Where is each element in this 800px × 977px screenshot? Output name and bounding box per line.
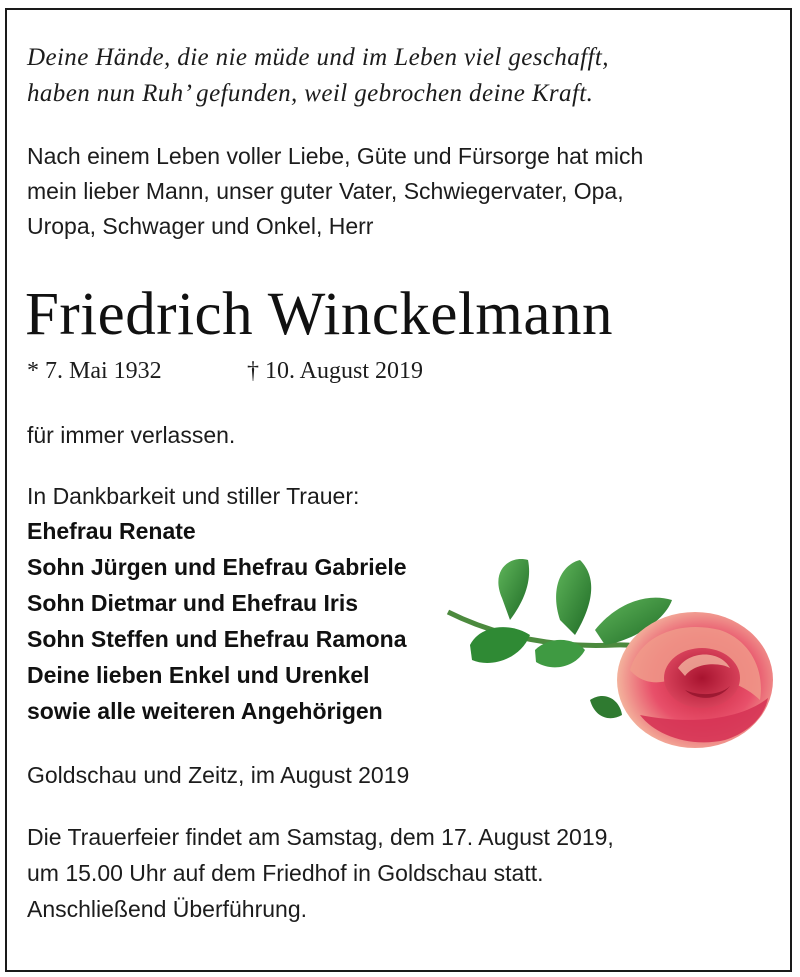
poem-line-2: haben nun Ruh’ gefunden, weil gebrochen deine Kraft. xyxy=(27,80,594,107)
place-date: Goldschau und Zeitz, im August 2019 xyxy=(27,762,410,788)
rose-leaf xyxy=(590,696,622,718)
birth-date: * 7. Mai 1932 xyxy=(27,358,162,384)
funeral-line-3: Anschließend Überführung. xyxy=(27,896,307,922)
rose-leaf xyxy=(498,559,529,620)
intro-line-2: mein lieber Mann, unser guter Vater, Schwiegervater, Opa, xyxy=(27,178,624,204)
intro-line-3: Uropa, Schwager und Onkel, Herr xyxy=(27,213,374,239)
death-date: † 10. August 2019 xyxy=(247,358,424,384)
funeral-line-1: Die Trauerfeier findet am Samstag, dem 17. August 2019, xyxy=(27,824,614,850)
mourner-name: sowie alle weiteren Angehörigen xyxy=(27,698,383,724)
mourner-name: Sohn Jürgen und Ehefrau Gabriele xyxy=(27,554,407,580)
mourners-heading: In Dankbarkeit und stiller Trauer: xyxy=(27,483,360,509)
mourner-name: Deine lieben Enkel und Urenkel xyxy=(27,662,370,688)
rose-leaf xyxy=(470,627,530,663)
mourner-name: Ehefrau Renate xyxy=(27,518,196,544)
deceased-name: Friedrich Winckelmann xyxy=(25,281,613,348)
poem-line-1: Deine Hände, die nie müde und im Leben viel geschafft, xyxy=(27,44,609,71)
rose-image xyxy=(440,550,780,765)
left-text: für immer verlassen. xyxy=(27,422,236,448)
intro-line-1: Nach einem Leben voller Liebe, Güte und Fürsorge hat mich xyxy=(27,143,644,169)
mourner-name: Sohn Steffen und Ehefrau Ramona xyxy=(27,626,407,652)
funeral-line-2: um 15.00 Uhr auf dem Friedhof in Goldschau statt. xyxy=(27,860,544,886)
mourner-name: Sohn Dietmar und Ehefrau Iris xyxy=(27,590,358,616)
rose-leaf xyxy=(556,560,591,635)
